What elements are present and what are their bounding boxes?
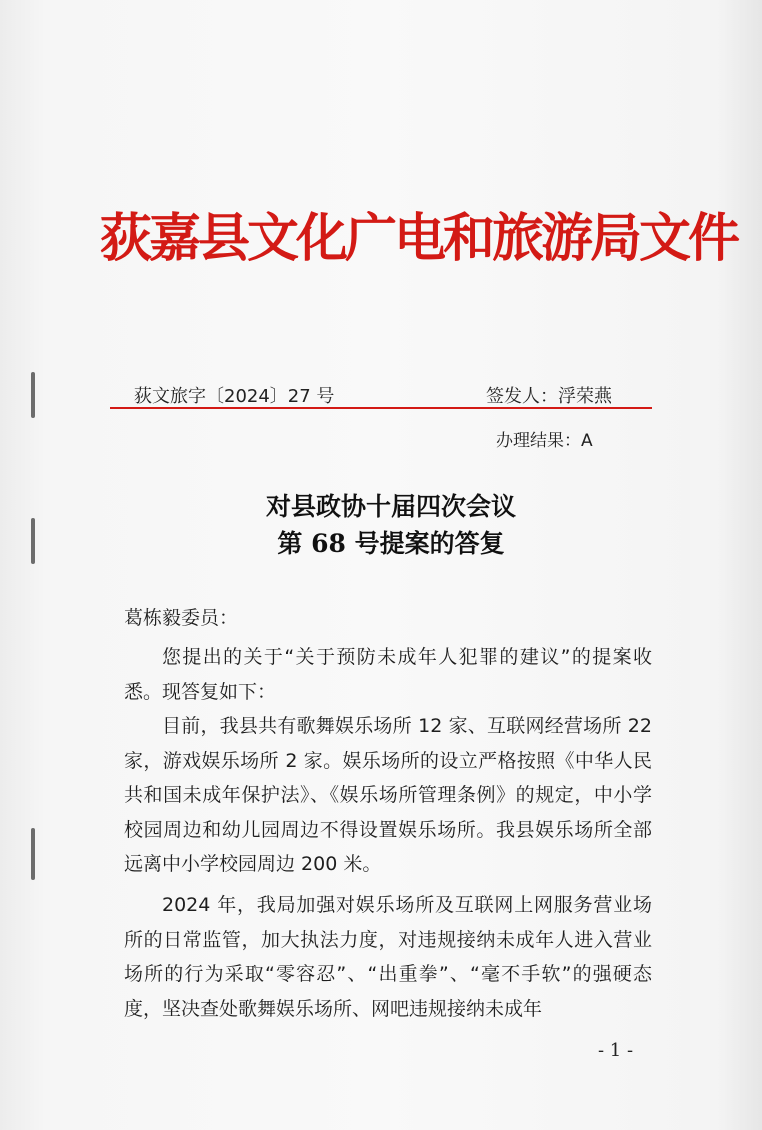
document-title: 荻嘉县文化广电和旅游局文件 <box>100 208 738 269</box>
signer: 签发人：浮荣燕 <box>486 386 612 407</box>
red-divider-line <box>110 407 652 409</box>
body-paragraph-2 <box>124 709 652 882</box>
body-paragraph-3 <box>124 888 652 1026</box>
binding-mark <box>31 828 35 880</box>
subject-line-1: 对县政协十届四次会议 <box>265 492 516 521</box>
paragraph-text: 您提出的关于“关于预防未成年人犯罪的建议”的提案收悉。现答复如下： <box>124 646 652 703</box>
paragraph-text: 2024 年，我局加强对娱乐场所及互联网上网服务营业场所的日常监管，加大执法力度，对违规接纳未成年人进入营业场所的行为采取“零容忍”、“出重拳”、“毫不手软”的强硬态度，坚决查处歌舞娱乐场所、网吧违规接纳未成年 <box>124 894 652 1020</box>
subject-line-2: 第 68 号提案的答复 <box>277 529 505 558</box>
body-paragraph-1 <box>124 640 652 709</box>
binding-mark <box>31 372 35 418</box>
processing-result: 办理结果：A <box>496 431 593 451</box>
salutation: 葛栋毅委员： <box>124 607 239 629</box>
page-number: - 1 - <box>598 1040 634 1061</box>
paragraph-text: 目前，我县共有歌舞娱乐场所 12 家、互联网经营场所 22 家，游戏娱乐场所 2 家。娱乐场所的设立严格按照《中华人民共和国未成年保护法》、《娱乐场所管理条例》的规定，中小学校园周边和幼儿园周边不得设置娱乐场所。我县娱乐场所全部远离中小学校园周边 200 米。 <box>124 715 652 875</box>
document-number: 荻文旅字〔2024〕27 号 <box>134 386 335 407</box>
